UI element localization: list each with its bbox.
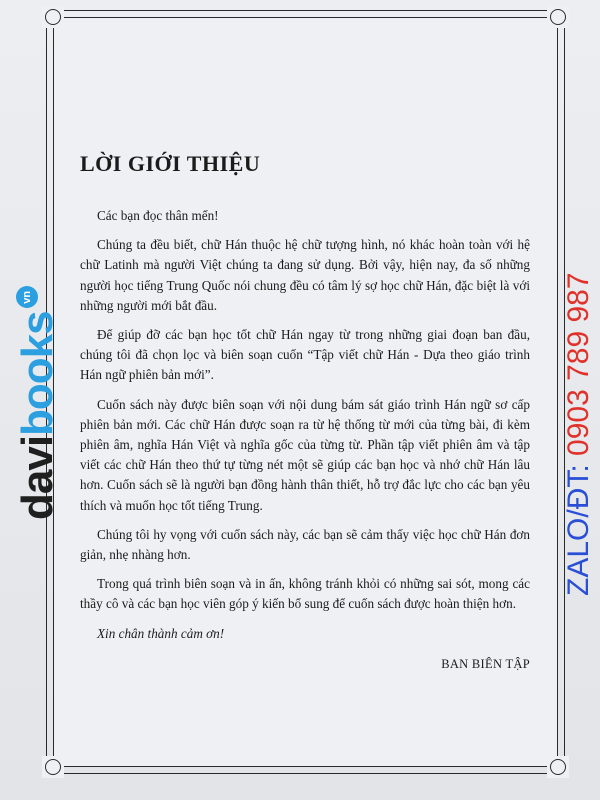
paragraph-1: Chúng ta đều biết, chữ Hán thuộc hệ chữ tượng hình, nó khác hoàn toàn với hệ chữ Latinh mà người Việt chúng ta đang sử dụng. Bởi vậy, hiện nay, đa số những người học tiếng Trung Quốc nói chung đều có tâm lý sợ học chữ Hán, đặc biệt là với những người mới bắt đầu. bbox=[80, 237, 530, 313]
paragraph-5: Trong quá trình biên soạn và in ấn, không tránh khỏi có những sai sót, mong các thầy cô và các bạn học viên góp ý kiến bổ sung để cuốn sách được hoàn thiện hơn. bbox=[80, 576, 530, 612]
document-body bbox=[80, 150, 530, 674]
watermark-brand-davi: davi bbox=[13, 435, 62, 520]
paragraph-2: Để giúp đỡ các bạn học tốt chữ Hán ngay từ trong những giai đoạn ban đầu, chúng tôi đã chọn lọc và biên soạn cuốn “Tập viết chữ Hán - Dựa theo giáo trình Hán ngữ phiên bản mới”. bbox=[80, 327, 530, 383]
corner-ornament-top-left bbox=[42, 6, 64, 28]
contact-phone: 0903 789 987 bbox=[562, 272, 595, 456]
paragraph-4: Chúng tôi hy vọng với cuốn sách này, các bạn sẽ cảm thấy việc học chữ Hán đơn giản, nhẹ nhàng hơn. bbox=[80, 526, 530, 563]
closing-line: Xin chân thành cảm ơn! bbox=[97, 625, 225, 641]
page-title: LỜI GIỚI THIỆU bbox=[80, 151, 261, 176]
watermark-brand-books: books bbox=[13, 311, 62, 436]
corner-ornament-bottom-right bbox=[547, 756, 569, 778]
watermark-brand-vn-badge: vn bbox=[16, 286, 38, 308]
corner-ornament-bottom-left bbox=[42, 756, 64, 778]
davibooks-watermark bbox=[13, 286, 62, 520]
contact-watermark bbox=[563, 272, 595, 596]
paragraph-3: Cuốn sách này được biên soạn với nội dung bám sát giáo trình Hán ngữ sơ cấp phiên bản mới. Các chữ Hán được soạn ra từ hệ thống từ mới của từng bài, đi kèm phiên âm, nghĩa Hán Việt và nghĩa gốc của từng từ. Phần tập viết phiên âm và tập viết các chữ Hán theo thứ tự từng nét một sẽ giúp các bạn học và nhớ chữ Hán lâu hơn. Cuốn sách sẽ là người bạn đồng hành thân thiết, hỗ trợ đắc lực cho các bạn yêu thích và muốn học tốt tiếng Trung. bbox=[80, 396, 530, 513]
corner-ornament-top-right bbox=[547, 6, 569, 28]
contact-label: ZALO/ĐT: bbox=[562, 455, 595, 596]
signature: BAN BIÊN TẬP bbox=[441, 656, 530, 671]
paragraph-greeting: Các bạn đọc thân mến! bbox=[97, 208, 219, 223]
